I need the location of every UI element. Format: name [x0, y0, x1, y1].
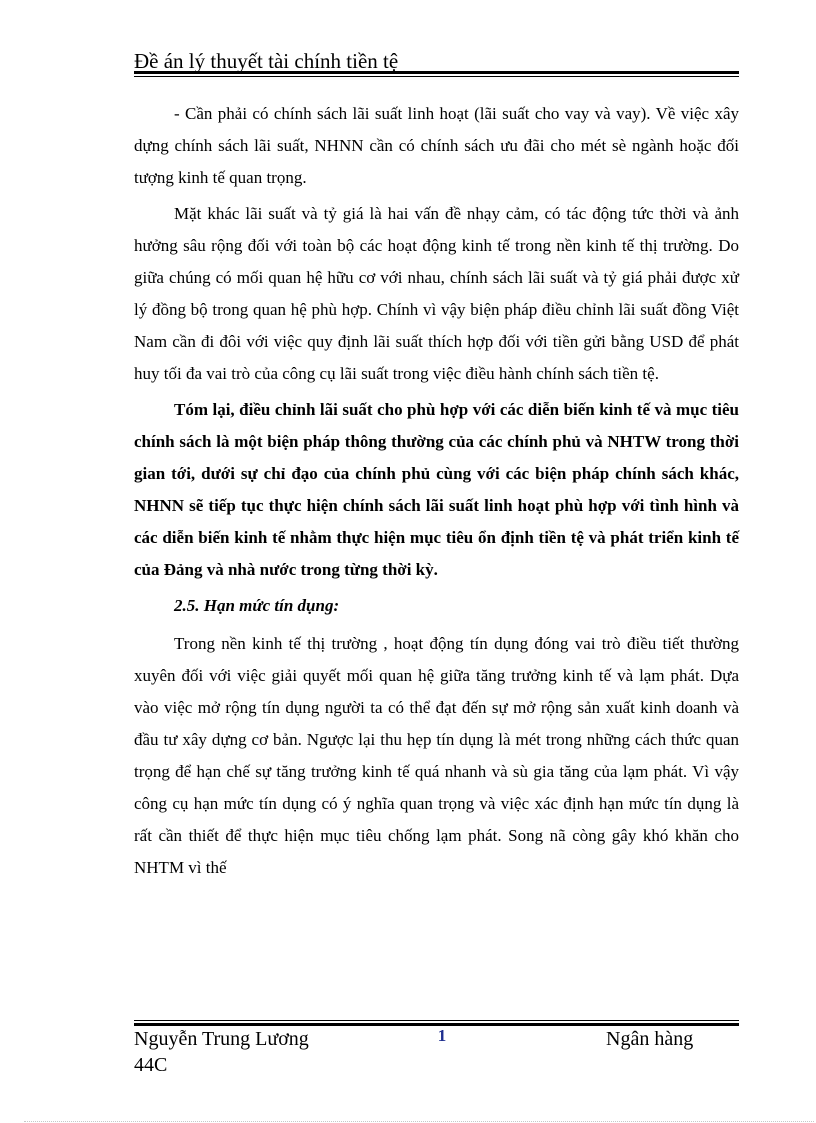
- page-header-title: Đề án lý thuyết tài chính tiền tệ: [134, 49, 399, 73]
- page-number: 1: [437, 1026, 447, 1045]
- footer-author: Nguyễn Trung Lương 44C: [134, 1028, 309, 1076]
- page-bottom-edge: [24, 1121, 814, 1122]
- section-heading: 2.5. Hạn mức tín dụng:: [174, 596, 340, 615]
- footer-department: Ngân hàng: [606, 1028, 694, 1050]
- footer-rule-thin: [134, 1020, 739, 1021]
- header-rule-thin: [134, 76, 739, 77]
- header-rule-thick: [134, 71, 739, 74]
- summary-paragraph: Tóm lại, điều chỉnh lãi suất cho phù hợp với các diễn biến kinh tế và mục tiêu chính sách là một biện pháp thông thường của các chính phủ và NHTW trong thời gian tới, dưới sự chỉ đạo của chính phủ cùng với các biện pháp chính sách khác, NHNN sẽ tiếp tục thực hiện chính sách lãi suất linh hoạt phù hợp với tình hình và các diễn biến kinh tế nhằm thực hiện mục tiêu ổn định tiền tệ và phát triển kinh tế của Đảng và nhà nước trong từng thời kỳ.: [134, 400, 739, 579]
- body-paragraph: - Cần phải có chính sách lãi suất linh hoạt (lãi suất cho vay và vay). Về việc xây dựng chính sách lãi suất, NHNN cần có chính sách ưu đãi cho mét sè ngành hoặc đối tượng kinh tế quan trọng.: [134, 104, 739, 187]
- document-body: [134, 98, 739, 888]
- body-paragraph: Trong nền kinh tế thị trường , hoạt động tín dụng đóng vai trò điều tiết thường xuyên đối với việc giải quyết mối quan hệ giữa tăng trưởng kinh tế và lạm phát. Dựa vào việc mở rộng tín dụng người ta có thể đạt đến sự mở rộng sản xuất kinh doanh và đầu tư xây dựng cơ bản. Ngược lại thu hẹp tín dụng là mét trong những cách thức quan trọng để hạn chế sự tăng trưởng kinh tế quá nhanh và sù gia tăng của lạm phát. Vì vậy công cụ hạn mức tín dụng có ý nghĩa quan trọng và việc xác định hạn mức tín dụng là rất cần thiết để thực hiện mục tiêu chống lạm phát. Song nã còng gây khó khăn cho NHTM vì thế: [134, 634, 739, 877]
- body-paragraph: Mặt khác lãi suất và tỷ giá là hai vấn đề nhạy cảm, có tác động tức thời và ảnh hưởng sâu rộng đối với toàn bộ các hoạt động kinh tế trong nền kinh tế thị trường. Do giữa chúng có mối quan hệ hữu cơ với nhau, chính sách lãi suất và tỷ giá phải được xử lý đồng bộ trong quan hệ phù hợp. Chính vì vậy biện pháp điều chỉnh lãi suất đồng Việt Nam cần đi đôi với việc quy định lãi suất thích hợp đối với tiền gửi bằng USD để phát huy tối đa vai trò của công cụ lãi suất trong việc điều hành chính sách tiền tệ.: [134, 204, 739, 383]
